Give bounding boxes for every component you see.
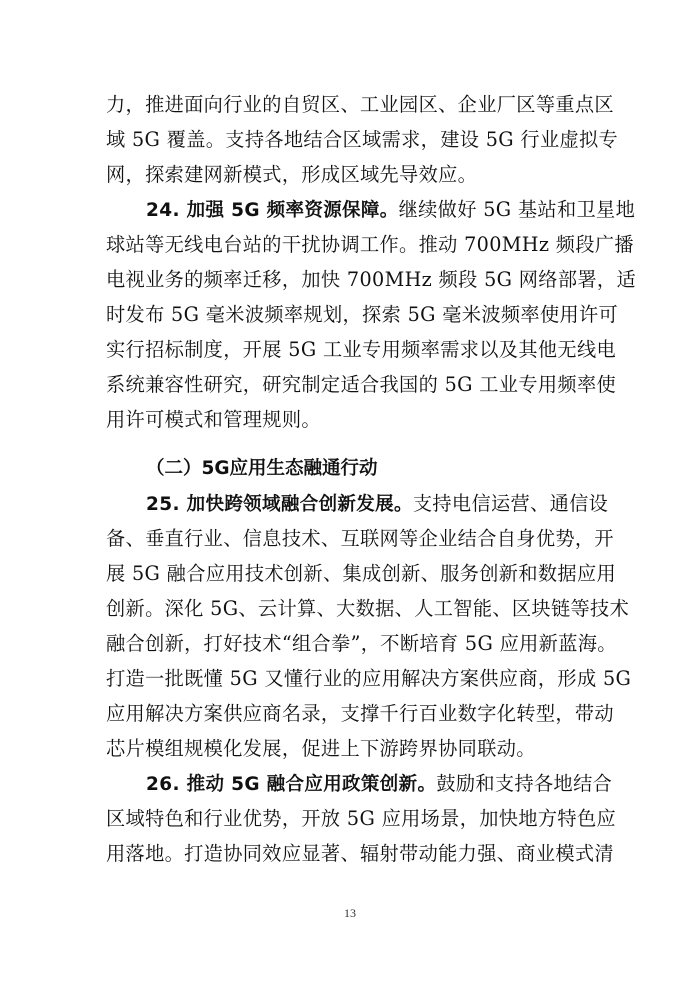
paragraph-24 [106, 192, 636, 437]
text-line: 应用解决方案供应商名录，支撑千行百业数字化转型，带动 [106, 702, 614, 725]
text-line: 用许可模式和管理规则。 [106, 408, 321, 431]
text-line: 融合创新，打好技术“组合拳”，不断培育 5G 应用新蓝海。 [106, 632, 617, 655]
text-line: 球站等无线电台站的干扰协调工作。推动 700MHz 频段广播 [106, 233, 634, 256]
text-line: 打造一批既懂 5G 又懂行业的应用解决方案供应商，形成 5G [106, 667, 632, 690]
text-line: 展 5G 融合应用技术创新、集成创新、服务创新和数据应用 [106, 562, 617, 585]
item-heading: 24. 加强 5G 频率资源保障。 [146, 200, 399, 221]
text-line: 创新。深化 5G、云计算、大数据、人工智能、区块链等技术 [106, 597, 630, 620]
paragraph-first-line [106, 192, 636, 227]
text-line: 用落地。打造协同效应显著、辐射带动能力强、商业模式清 [106, 842, 614, 865]
text-line: 系统兼容性研究，研究制定适合我国的 5G 工业专用频率使 [106, 373, 617, 396]
section-heading: （二）5G应用生态融通行动 [146, 458, 378, 479]
text-line: 备、垂直行业、信息技术、互联网等企业结合自身优势，开 [106, 527, 614, 550]
paragraph-26 [106, 766, 617, 871]
text-line: 电视业务的频率迁移，加快 700MHz 频段 5G 网络部署，适 [106, 268, 636, 291]
text-line: 域 5G 覆盖。支持各地结合区域需求，建设 5G 行业虚拟专 [106, 128, 619, 151]
text-run: 继续做好 5G 基站和卫星地 [398, 198, 636, 221]
text-line: 实行招标制度，开展 5G 工业专用频率需求以及其他无线电 [106, 338, 617, 361]
paragraph-continued [106, 87, 619, 192]
paragraph-first-line [106, 486, 609, 521]
text-run: 鼓励和支持各地结合 [436, 772, 613, 795]
paragraph-25 [106, 486, 632, 766]
document-body [106, 87, 636, 871]
text-run: 支持电信运营、通信设 [412, 492, 609, 515]
page-number: 13 [344, 906, 356, 920]
spacer [106, 437, 602, 451]
text-line: 区域特色和行业优势，开放 5G 应用场景，加快地方特色应 [106, 807, 617, 830]
text-line: 网，探索建网新模式，形成区域先导效应。 [106, 163, 478, 186]
text-line: 时发布 5G 毫米波频率规划，探索 5G 毫米波频率使用许可 [106, 303, 619, 326]
text-line: 力，推进面向行业的自贸区、工业园区、企业厂区等重点区 [106, 93, 614, 116]
item-heading: 26. 推动 5G 融合应用政策创新。 [146, 774, 437, 795]
item-heading: 25. 加快跨领域融合创新发展。 [146, 494, 413, 515]
paragraph-first-line [106, 766, 613, 801]
text-line: 芯片模组规模化发展，促进上下游跨界协同联动。 [106, 737, 536, 760]
